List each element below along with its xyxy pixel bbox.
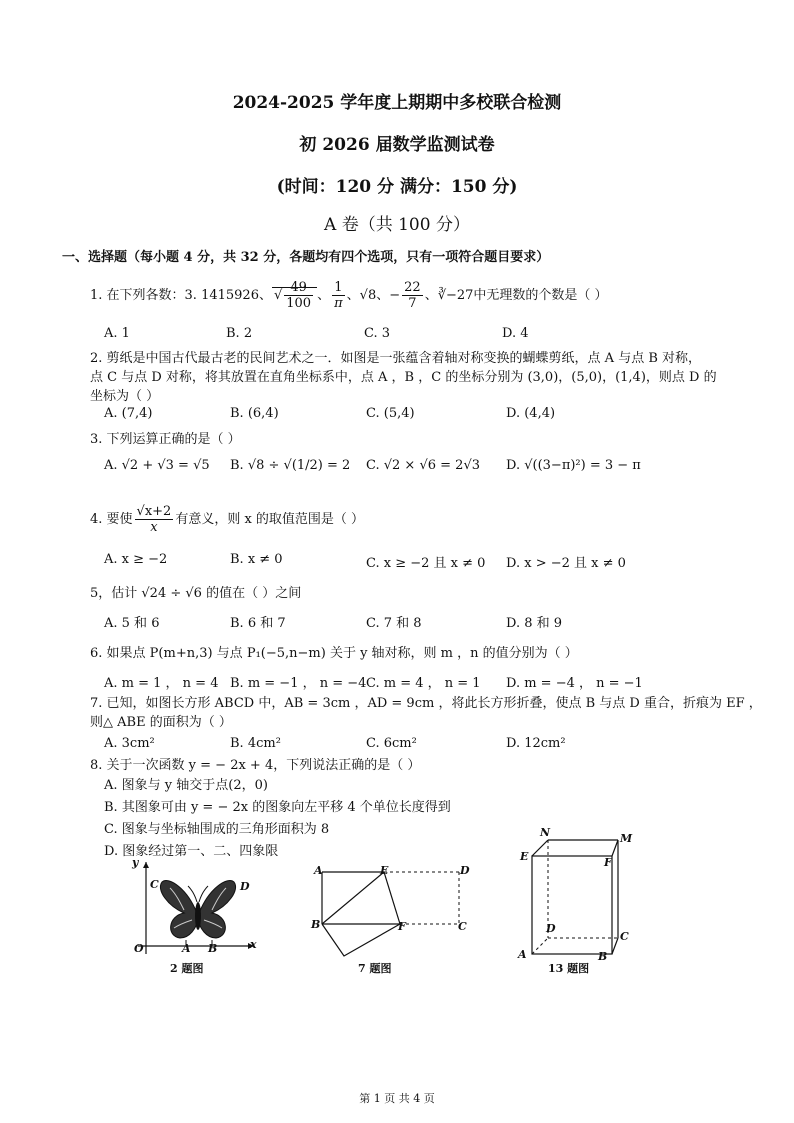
q7-option-d[interactable]: D. 12cm² [506,736,566,751]
q8-option-d[interactable]: D. 图象经过第一、二、四象限 [104,844,279,859]
fig13-cuboid-diagram [522,830,632,960]
q4-stem [90,504,364,535]
fig13-edge-en [532,840,548,856]
fig13-edge-bc [612,938,618,954]
fig7-folding-diagram [314,862,474,962]
q7-line2: 则△ ABE 的面积为（ ） [90,715,232,730]
q2-option-b[interactable]: B. (6,4) [230,406,279,421]
q7-option-a[interactable]: A. 3cm² [104,736,155,751]
fig7-segment-be [322,872,384,924]
q4-frac-den: x [150,520,158,535]
fig2-point-c-label: C [150,878,159,891]
q8-option-c[interactable]: C. 图象与坐标轴围成的三角形面积为 8 [104,822,330,837]
fig7-point-b-label: B [311,918,321,931]
fig7-caption: 7 题图 [358,962,392,975]
fig13-point-n-label: N [540,826,551,839]
fig2-butterfly-icon [160,880,235,938]
fig7-point-f-label: F [398,920,406,933]
fig2-x-label: x [250,938,257,951]
fig7-point-e-label: E [380,864,389,877]
q2-line2: 点 C 与点 D 对称，将其放置在直角坐标系中，点 A ，B ，C 的坐标分别为 (3,0)，(5,0)，(1,4)，则点 D 的 [90,370,717,385]
q3-option-b[interactable]: B. √8 ÷ √(1/2) = 2 [230,458,351,473]
q1-frac3-den: 7 [408,296,417,311]
q5-option-d[interactable]: D. 8 和 9 [506,616,563,631]
q8-stem: 8. 关于一次函数 y = − 2x + 4，下列说法正确的是（ ） [90,758,421,773]
fig13-point-m-label: M [620,832,633,845]
q3-option-a[interactable]: A. √2 + √3 = √5 [104,458,210,473]
fig2-butterfly-diagram [128,858,258,958]
exam-subtitle: 初 2026 届数学监测试卷 [299,135,495,155]
q6-option-d[interactable]: D. m = −4 ， n = −1 [506,676,643,691]
q1-option-d[interactable]: D. 4 [502,326,529,341]
q1-sqrt-frac: √ $\frac{49}{100}$ [272,287,317,303]
q1-cbrt: ∛−27 [437,288,474,303]
fig13-point-b-label: B [598,950,608,963]
fig2-point-a-label: A [182,942,191,955]
fig2-caption: 2 题图 [170,962,204,975]
fig7-point-d-label: D [460,864,470,877]
fig7-point-c-label: C [458,920,467,933]
fig7-point-a-label: A [314,864,323,877]
q1-stem-b: 中无理数的个数是（ ） [473,288,608,303]
q5-stem: 5，估计 √24 ÷ √6 的值在（ ）之间 [90,586,302,601]
q1-stem-a: 1. 在下列各数：3. 1415926、 [90,288,272,303]
q1-option-b[interactable]: B. 2 [226,326,253,341]
q4-stem-b: 有意义，则 x 的取值范围是（ ） [175,512,365,527]
q5-option-c[interactable]: C. 7 和 8 [366,616,422,631]
q4-stem-a: 4. 要使 [90,512,133,527]
part1-heading: 一、选择题（每小题 4 分，共 32 分，各题均有四个选项，只有一项符合题目要求） [62,250,550,265]
q1-frac3-num: 22 [404,280,421,295]
fig2-y-arrow [143,862,149,868]
q4-option-c[interactable]: C. x ≥ −2 且 x ≠ 0 [366,556,486,571]
q5-option-a[interactable]: A. 5 和 6 [104,616,160,631]
q4-option-a[interactable]: A. x ≥ −2 [104,552,168,567]
q6-option-b[interactable]: B. m = −1 ， n = −4 [230,676,367,691]
q1-frac2-den: π [334,296,343,311]
section-heading: A 卷（共 100 分） [324,215,470,235]
q1-stem: 1. 在下列各数：3. 1415926、 √ $\frac{49}{100}$ 、 $\frac{1}{\pi}$ 、√8、− $\frac{22}{7}$ 、∛−27中无理数的个数是（ ） [90,280,608,311]
q1-frac2-num: 1 [332,280,345,296]
fig13-front-face [532,856,612,954]
q4-option-b[interactable]: B. x ≠ 0 [230,552,283,567]
q1-option-a[interactable]: A. 1 [104,326,130,341]
q2-line1: 2. 剪纸是中国古代最古老的民间艺术之一．如图是一张蕴含着轴对称变换的蝴蝶剪纸，点 A 与点 B 对称， [90,351,702,366]
exam-title: 2024-2025 学年度上期期中多校联合检测 [232,93,562,113]
fig2-point-d-label: D [240,880,250,893]
fig13-point-a-label: A [518,948,527,961]
q7-option-c[interactable]: C. 6cm² [366,736,417,751]
q2-option-c[interactable]: C. (5,4) [366,406,415,421]
fig7-folded-part [322,924,400,956]
q5-option-b[interactable]: B. 6 和 7 [230,616,286,631]
q1-option-c[interactable]: C. 3 [364,326,391,341]
q2-option-a[interactable]: A. (7,4) [104,406,153,421]
q3-option-d[interactable]: D. √((3−π)²) = 3 − π [506,458,641,473]
fig13-caption: 13 题图 [548,962,590,975]
fig13-point-f-label: F [604,856,612,869]
fig13-point-d-label: D [546,922,556,935]
fig2-origin-label: O [134,942,144,955]
q6-stem: 6. 如果点 P(m+n,3) 与点 P₁(−5,n−m) 关于 y 轴对称，则 m ，n 的值分别为（ ） [90,646,578,661]
q3-option-c[interactable]: C. √2 × √6 = 2√3 [366,458,480,473]
q7-line1: 7. 已知，如图长方形 ABCD 中，AB = 3cm ，AD = 9cm ，将此长方形折叠，使点 B 与点 D 重合，折痕为 EF ， [90,696,762,711]
fig13-edge-fm [612,840,618,856]
q2-line3: 坐标为（ ） [90,389,160,404]
q1-frac1-den: 100 [286,296,312,311]
fig2-point-b-label: B [208,942,218,955]
q8-option-b[interactable]: B. 其图象可由 y = − 2x 的图象向左平移 4 个单位长度得到 [104,800,451,815]
exam-time-score: (时间：120 分 满分：150 分) [276,177,518,197]
q4-option-d[interactable]: D. x > −2 且 x ≠ 0 [506,556,626,571]
q7-option-b[interactable]: B. 4cm² [230,736,281,751]
page-footer: 第 1 页 共 4 页 [359,1092,435,1105]
q2-option-d[interactable]: D. (4,4) [506,406,556,421]
q1-sqrt8: √8 [359,288,377,303]
q6-option-a[interactable]: A. m = 1 ， n = 4 [104,676,219,691]
q3-stem: 3. 下列运算正确的是（ ） [90,432,241,447]
fig2-y-label: y [132,856,139,869]
q1-frac1-num: 49 [284,280,313,296]
q4-frac-num: √x+2 [136,504,172,519]
q8-option-a[interactable]: A. 图象与 y 轴交于点(2，0) [104,778,268,793]
fig13-hidden-edge-ad [532,938,548,954]
fig13-point-e-label: E [520,850,529,863]
fig7-crease-ef [384,872,400,924]
fig13-point-c-label: C [620,930,629,943]
q6-option-c[interactable]: C. m = 4 ， n = 1 [366,676,481,691]
